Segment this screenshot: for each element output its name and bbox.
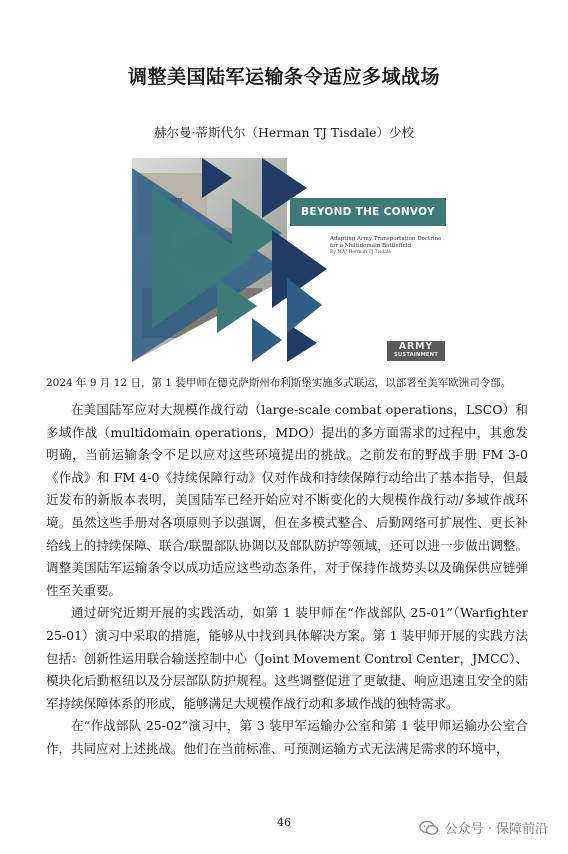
- army-sustainment-logo: [387, 341, 445, 361]
- wechat-icon: [419, 820, 439, 836]
- paragraph: 在“作战部队 25-02”演习中，第 3 装甲军运输办公室和第 1 装甲师运输办公室合作，共同应对上述挑战。他们在当前标准、可预测运输方式无法满足需求的环境中，: [46, 718, 528, 756]
- paragraph: 通过研究近期开展的实践活动，如第 1 装甲师在“作战部队 25-01”（Warfighter 25-01）演习中采取的措施，能够从中找到具体解决方案。第 1 装甲师开展的实践方法包括：创新性运用联合输送控制中心（Joint Movement Control Center，JMCC）、模块化后勤枢纽以及分层部队防护规程。这些调整促进了更敏捷、响应迅速且安全的陆军持续保障体系的形成，能够满足大规模作战行动和多域作战的独特需求。: [46, 605, 528, 711]
- cover-byline: By MAJ Herman TJ Tisdale: [330, 250, 392, 255]
- article-title: 调整美国陆军运输条令适应多域战场: [127, 66, 440, 88]
- paragraph: 在美国陆军应对大规模作战行动（large-scale combat operations，LSCO）和多域作战（multidomain operations，MDO）提出的多方面需求的过程中，其愈发明确，当前运输条令不足以应对这些环境提出的挑战。之前发布的野战手册 FM 3-0《作战》和 FM 4-0《持续保障行动》仅对作战和持续保障行动给出了基本指导，但最近发布的新版本表明，美国陆军已经开始应对不断变化的大规模作战行动/多域作战环境。虽然这些手册对各项原则予以强调，但在多模式整合、后勤网络可扩展性、更长补给线上的持续保障、联合/联盟部队协调以及部队防护等领域，还可以进一步做出调整。调整美国陆军运输条令以成功适应这些动态条件，对于保持作战势头以及确保供应链弹性至关重要。: [46, 402, 528, 598]
- page-number: 46: [277, 816, 291, 829]
- article-author: 赫尔曼·蒂斯代尔（Herman TJ Tisdale）少校: [154, 125, 414, 140]
- cover-banner: BEYOND THE CONVOY: [290, 198, 446, 226]
- cover-subtitle: Adapting Army Transportation Doctrine for a Multidomain Battlefield: [330, 236, 442, 249]
- figure-caption: 2024 年 9 月 12 日，第 1 装甲师在德克萨斯州布利斯堡实施多式联运，以部署至美军欧洲司令部。: [46, 377, 512, 389]
- watermark-text: 公众号 · 保障前沿: [444, 822, 548, 837]
- logo-line-2: SUSTAINMENT: [394, 352, 438, 358]
- article-body: [46, 399, 528, 761]
- cover-image: [132, 158, 446, 362]
- logo-line-1: ARMY: [398, 341, 434, 352]
- cover-graphic: [132, 158, 446, 362]
- watermark: [419, 818, 548, 837]
